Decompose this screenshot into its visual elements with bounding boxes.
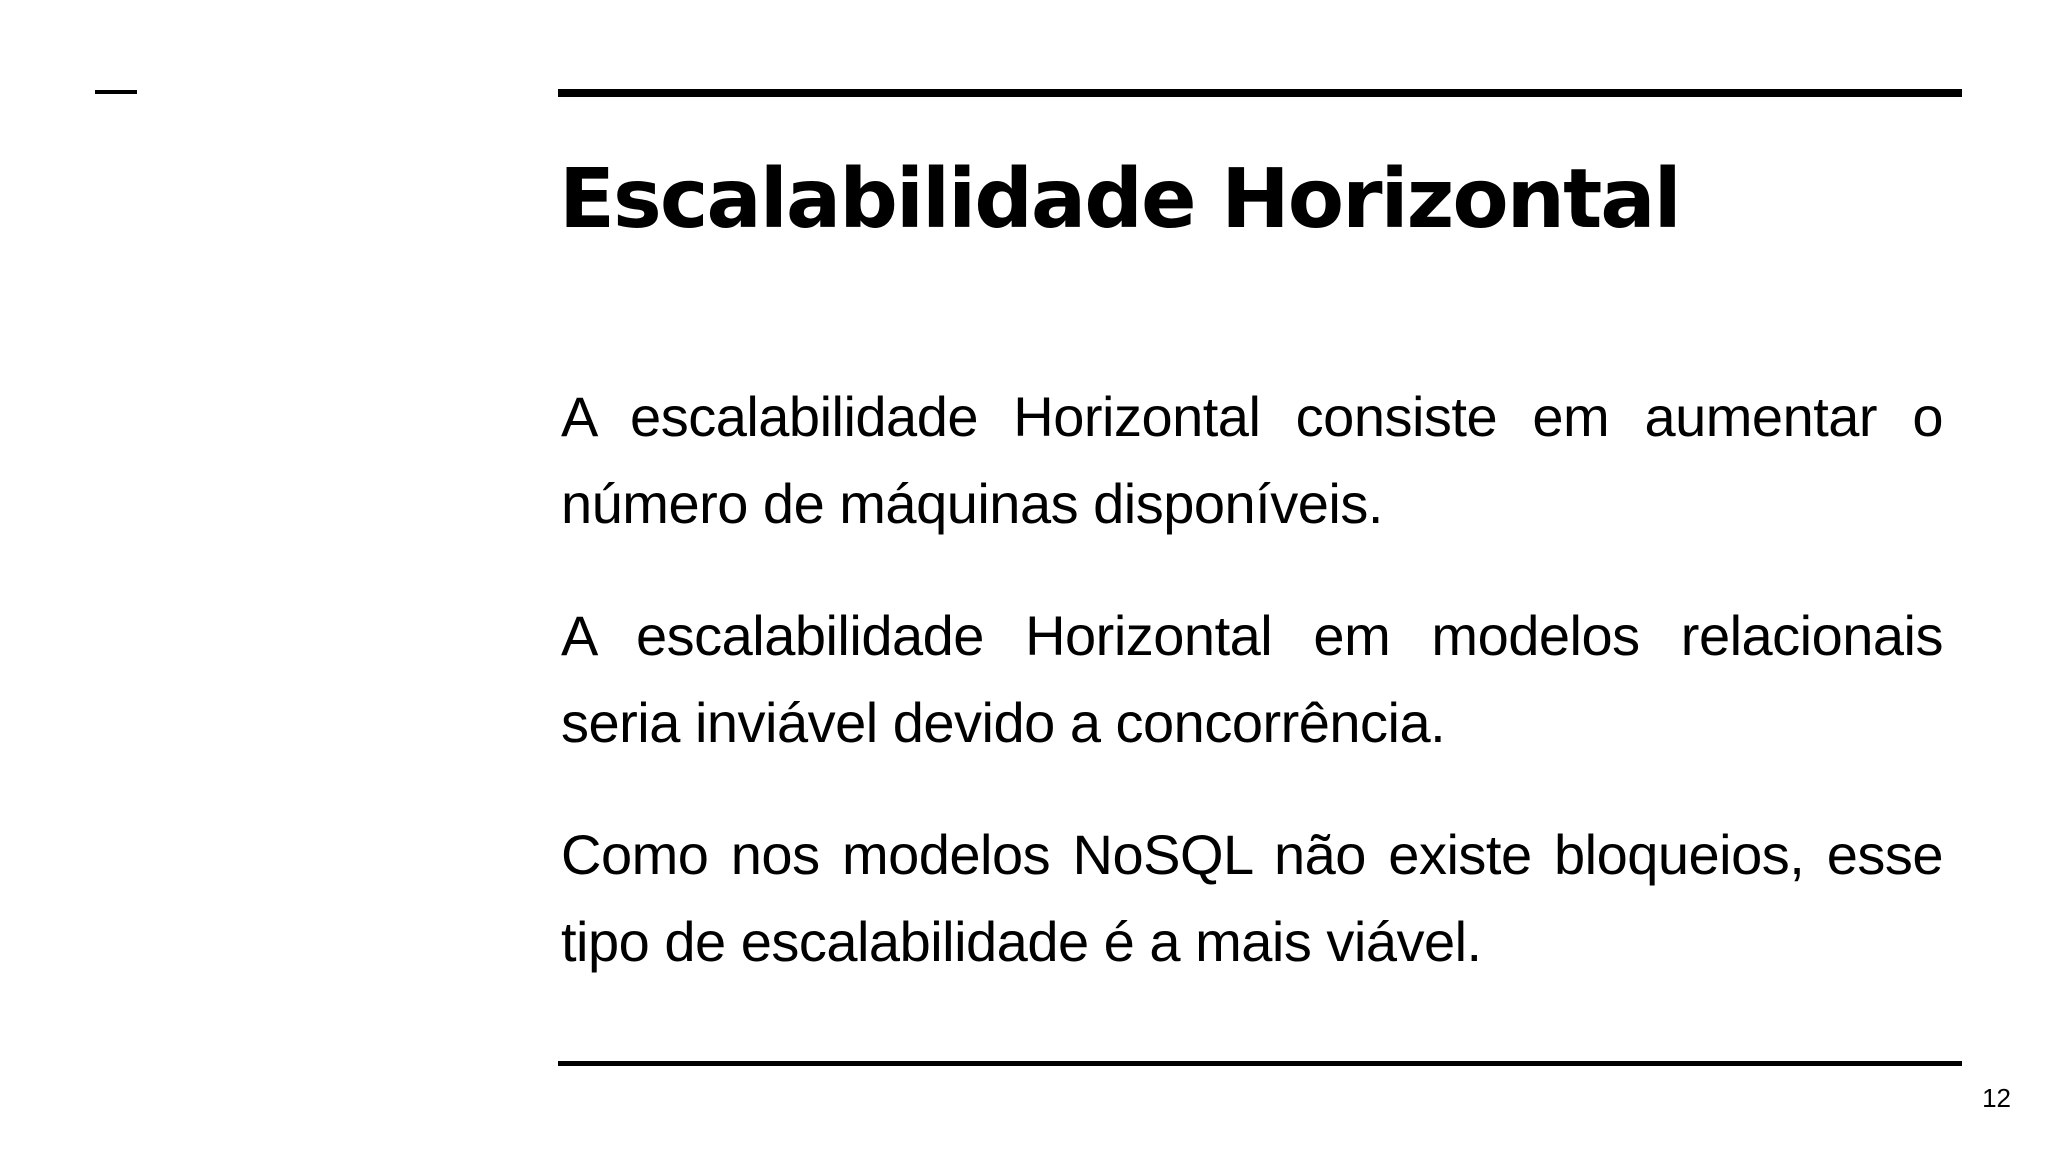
page-number: 12: [1982, 1083, 2011, 1113]
slide-title: Escalabilidade Horizontal: [559, 152, 1680, 247]
bottom-rule-divider: [558, 1061, 1962, 1066]
top-rule-divider: [558, 89, 1962, 97]
slide-body: [561, 373, 1943, 985]
body-paragraph-2: A escalabilidade Horizontal em modelos relacionais seria inviável devido a concorrência.: [561, 604, 1943, 754]
body-paragraph-1: A escalabilidade Horizontal consiste em aumentar o número de máquinas disponíveis.: [561, 385, 1943, 535]
corner-dash-decoration: [95, 90, 137, 94]
body-paragraph-3: Como nos modelos NoSQL não existe bloqueios, esse tipo de escalabilidade é a mais viável.: [561, 823, 1943, 973]
